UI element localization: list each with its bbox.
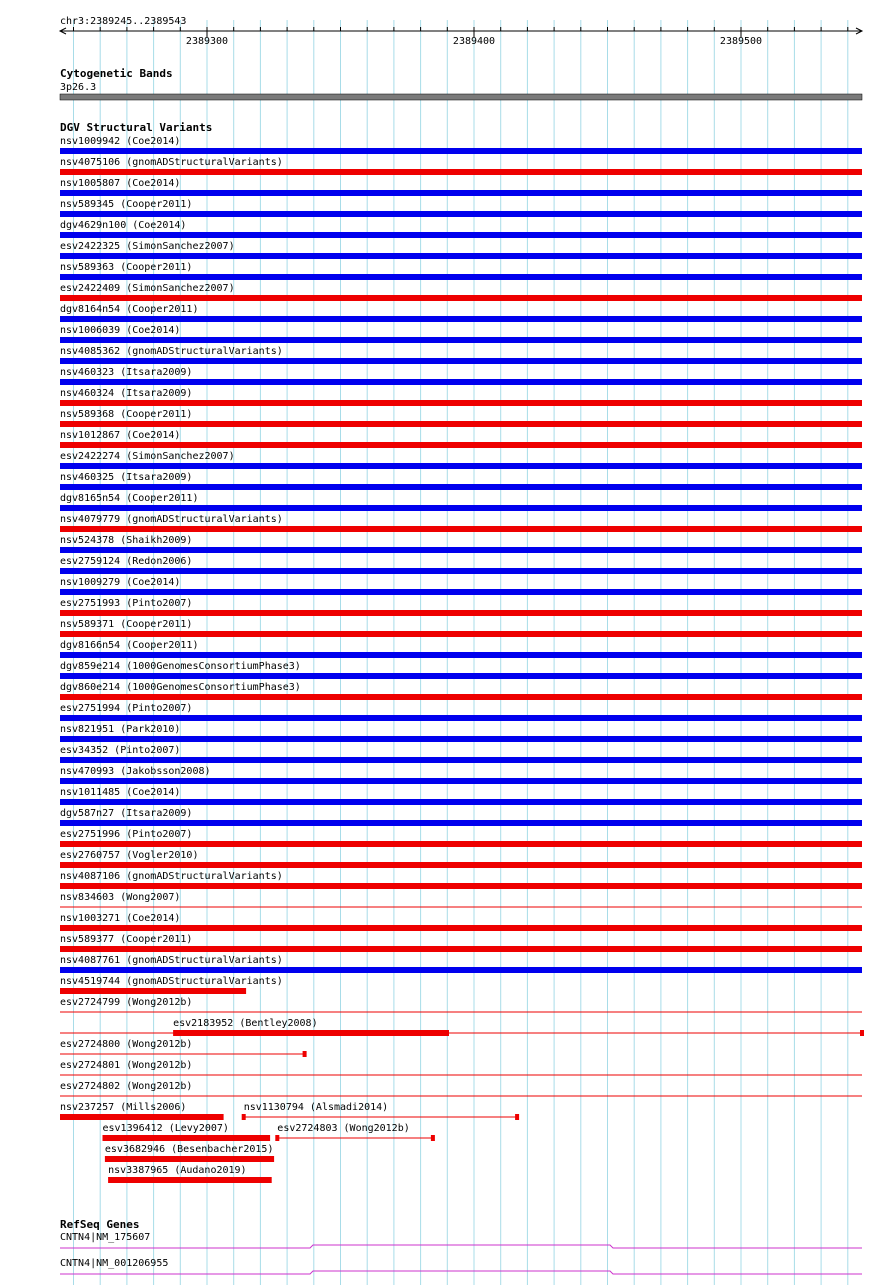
variant-label: nsv3387965 (Audano2019) bbox=[108, 1165, 247, 1176]
variant-feature[interactable] bbox=[60, 745, 862, 763]
variant-feature[interactable] bbox=[60, 430, 862, 448]
variant-feature[interactable] bbox=[60, 808, 862, 826]
variant-feature[interactable] bbox=[60, 703, 862, 721]
variant-feature[interactable] bbox=[60, 262, 862, 280]
variant-end-marker[interactable] bbox=[275, 1135, 279, 1141]
variant-bar[interactable] bbox=[60, 1114, 224, 1120]
variant-feature[interactable] bbox=[60, 388, 862, 406]
variant-label: dgv8166n54 (Cooper2011) bbox=[60, 640, 199, 651]
locus-label: chr3:2389245..2389543 bbox=[60, 16, 187, 27]
variant-feature[interactable] bbox=[108, 1165, 272, 1183]
variant-feature[interactable] bbox=[60, 661, 862, 679]
variant-bar[interactable] bbox=[60, 295, 862, 301]
cytoband-bar[interactable] bbox=[60, 94, 862, 100]
variant-bar[interactable] bbox=[60, 400, 862, 406]
variant-label: dgv859e214 (1000GenomesConsortiumPhase3) bbox=[60, 661, 301, 672]
ruler-label-3: 2389500 bbox=[719, 36, 763, 47]
variant-label: dgv587n27 (Itsara2009) bbox=[60, 808, 193, 819]
variant-bar[interactable] bbox=[60, 421, 862, 427]
variant-feature[interactable] bbox=[60, 955, 862, 973]
variant-bar[interactable] bbox=[60, 337, 862, 343]
variant-feature[interactable] bbox=[60, 325, 862, 343]
variant-feature[interactable] bbox=[60, 367, 862, 385]
variant-bar[interactable] bbox=[60, 757, 862, 763]
variant-label: nsv821951 (Park2010) bbox=[60, 724, 181, 735]
variant-label: esv2759124 (Redon2006) bbox=[60, 556, 193, 567]
variant-feature[interactable] bbox=[105, 1144, 274, 1162]
variant-label: nsv4075106 (gnomADStructuralVariants) bbox=[60, 157, 283, 168]
variant-label: esv2751994 (Pinto2007) bbox=[60, 703, 193, 714]
variant-label: dgv860e214 (1000GenomesConsortiumPhase3) bbox=[60, 682, 301, 693]
variant-label: nsv1130794 (Alsmadi2014) bbox=[243, 1102, 389, 1113]
gene-label: CNTN4|NM_001206955 bbox=[60, 1258, 169, 1269]
variant-end-marker[interactable] bbox=[242, 1114, 246, 1120]
variant-bar[interactable] bbox=[105, 1156, 274, 1162]
variant-feature[interactable] bbox=[60, 934, 862, 952]
cytoband-track-title: Cytogenetic Bands bbox=[60, 67, 173, 80]
variant-end-marker[interactable] bbox=[303, 1051, 307, 1057]
variant-feature[interactable] bbox=[60, 913, 862, 931]
variant-label: esv3682946 (Besenbacher2015) bbox=[104, 1144, 274, 1155]
variant-label: nsv589345 (Cooper2011) bbox=[60, 199, 193, 210]
variant-bar[interactable] bbox=[60, 547, 862, 553]
variant-feature[interactable] bbox=[60, 640, 862, 658]
variant-label: esv2724801 (Wong2012b) bbox=[60, 1060, 193, 1071]
variant-label: esv2422274 (SimonSanchez2007) bbox=[60, 451, 235, 462]
variant-feature[interactable] bbox=[60, 682, 862, 700]
variant-feature[interactable] bbox=[60, 787, 862, 805]
variant-bar[interactable] bbox=[60, 253, 862, 259]
variant-bar[interactable] bbox=[60, 631, 862, 637]
variant-label: nsv4079779 (gnomADStructuralVariants) bbox=[60, 514, 283, 525]
variant-bar[interactable] bbox=[60, 169, 862, 175]
variant-bar[interactable] bbox=[60, 211, 862, 217]
variant-feature[interactable] bbox=[60, 346, 862, 364]
variant-label: esv2422409 (SimonSanchez2007) bbox=[60, 283, 235, 294]
variant-label: nsv524378 (Shaikh2009) bbox=[60, 535, 193, 546]
variant-feature[interactable] bbox=[60, 304, 862, 322]
variant-bar[interactable] bbox=[60, 694, 862, 700]
variant-bar[interactable] bbox=[60, 589, 862, 595]
variant-label: esv2751996 (Pinto2007) bbox=[60, 829, 193, 840]
variant-feature[interactable] bbox=[60, 220, 862, 238]
variant-feature[interactable] bbox=[60, 871, 862, 889]
variant-label: esv2760757 (Vogler2010) bbox=[60, 850, 199, 861]
variant-bar[interactable] bbox=[60, 820, 862, 826]
variant-feature[interactable] bbox=[275, 1123, 435, 1141]
variant-feature[interactable] bbox=[60, 157, 862, 175]
variant-bar[interactable] bbox=[60, 190, 862, 196]
variant-feature[interactable] bbox=[103, 1123, 271, 1141]
variant-feature[interactable] bbox=[60, 472, 862, 490]
variant-feature[interactable] bbox=[60, 136, 862, 154]
variant-feature[interactable] bbox=[60, 409, 862, 427]
refseq-track-title: RefSeq Genes bbox=[60, 1218, 140, 1231]
variant-label: esv34352 (Pinto2007) bbox=[60, 745, 181, 756]
variant-label: esv2724802 (Wong2012b) bbox=[60, 1081, 193, 1092]
variant-feature[interactable] bbox=[60, 514, 862, 532]
variant-bar[interactable] bbox=[60, 988, 246, 994]
variant-bar[interactable] bbox=[60, 274, 862, 280]
variant-label: nsv1009942 (Coe2014) bbox=[60, 136, 181, 147]
variant-label: nsv589377 (Cooper2011) bbox=[60, 934, 193, 945]
variant-label: dgv8165n54 (Cooper2011) bbox=[60, 493, 199, 504]
variant-feature[interactable] bbox=[60, 598, 862, 616]
variant-label: nsv1009279 (Coe2014) bbox=[60, 577, 181, 588]
variant-label: nsv1003271 (Coe2014) bbox=[60, 913, 181, 924]
variant-bar[interactable] bbox=[60, 568, 862, 574]
variant-bar[interactable] bbox=[60, 652, 862, 658]
variant-feature[interactable] bbox=[60, 199, 862, 217]
ruler-label-2: 2389400 bbox=[452, 36, 496, 47]
variant-label: nsv589363 (Cooper2011) bbox=[60, 262, 193, 273]
variant-feature[interactable] bbox=[60, 829, 862, 847]
variant-bar[interactable] bbox=[60, 148, 862, 154]
variant-feature[interactable] bbox=[60, 976, 283, 994]
variant-bar[interactable] bbox=[60, 925, 862, 931]
variant-label: nsv4087761 (gnomADStructuralVariants) bbox=[60, 955, 283, 966]
variant-label: esv2724800 (Wong2012b) bbox=[60, 1039, 193, 1050]
variant-label: nsv4087106 (gnomADStructuralVariants) bbox=[60, 871, 283, 882]
variant-label: esv2724803 (Wong2012b) bbox=[277, 1123, 410, 1134]
variant-label: esv2724799 (Wong2012b) bbox=[60, 997, 193, 1008]
variant-bar[interactable] bbox=[60, 358, 862, 364]
variant-feature[interactable] bbox=[60, 766, 862, 784]
variant-feature[interactable] bbox=[60, 1039, 307, 1057]
variant-feature[interactable] bbox=[60, 535, 862, 553]
variant-feature[interactable] bbox=[60, 493, 862, 511]
variant-label: nsv834603 (Wong2007) bbox=[60, 892, 181, 903]
variant-bar[interactable] bbox=[60, 442, 862, 448]
variant-label: nsv4085362 (gnomADStructuralVariants) bbox=[60, 346, 283, 357]
variant-feature[interactable] bbox=[60, 1018, 864, 1036]
variant-feature[interactable] bbox=[60, 241, 862, 259]
ruler-label-1: 2389300 bbox=[185, 36, 229, 47]
variant-bar[interactable] bbox=[60, 946, 862, 952]
variant-label: nsv1006039 (Coe2014) bbox=[60, 325, 181, 336]
variant-bar[interactable] bbox=[60, 232, 862, 238]
variant-bar[interactable] bbox=[60, 526, 862, 532]
variant-label: dgv8164n54 (Cooper2011) bbox=[60, 304, 199, 315]
variant-bar[interactable] bbox=[60, 484, 862, 490]
variant-label: esv2183952 (Bentley2008) bbox=[173, 1018, 318, 1029]
variant-bar[interactable] bbox=[60, 316, 862, 322]
variant-bar[interactable] bbox=[103, 1135, 271, 1141]
variant-feature[interactable] bbox=[242, 1102, 519, 1120]
variant-bar[interactable] bbox=[60, 883, 862, 889]
variant-label: nsv1012867 (Coe2014) bbox=[60, 430, 181, 441]
variant-feature[interactable] bbox=[60, 619, 862, 637]
variant-bar[interactable] bbox=[60, 841, 862, 847]
variant-label: nsv237257 (Mills2006) bbox=[60, 1102, 187, 1113]
variant-bar[interactable] bbox=[60, 463, 862, 469]
variant-bar[interactable] bbox=[60, 715, 862, 721]
variant-feature[interactable] bbox=[60, 850, 862, 868]
variant-feature[interactable] bbox=[60, 556, 862, 574]
variant-feature[interactable] bbox=[60, 178, 862, 196]
gene-label: CNTN4|NM_175607 bbox=[60, 1232, 151, 1243]
variant-end-marker[interactable] bbox=[860, 1030, 864, 1036]
variant-label: nsv589371 (Cooper2011) bbox=[60, 619, 193, 630]
variant-label: nsv4519744 (gnomADStructuralVariants) bbox=[60, 976, 283, 987]
variant-end-marker[interactable] bbox=[515, 1114, 519, 1120]
variant-label: nsv460324 (Itsara2009) bbox=[60, 388, 193, 399]
variant-label: dgv4629n100 (Coe2014) bbox=[60, 220, 187, 231]
variant-label: esv2751993 (Pinto2007) bbox=[60, 598, 193, 609]
variant-label: nsv1011485 (Coe2014) bbox=[60, 787, 181, 798]
variant-bar[interactable] bbox=[60, 736, 862, 742]
variant-bar[interactable] bbox=[60, 673, 862, 679]
variant-label: nsv460325 (Itsara2009) bbox=[60, 472, 193, 483]
variant-label: nsv460323 (Itsara2009) bbox=[60, 367, 193, 378]
variant-feature[interactable] bbox=[60, 1102, 224, 1120]
variant-feature[interactable] bbox=[60, 724, 862, 742]
variant-bar[interactable] bbox=[108, 1177, 272, 1183]
cytoband-label: 3p26.3 bbox=[60, 82, 97, 93]
variant-feature[interactable] bbox=[60, 451, 862, 469]
variant-bar[interactable] bbox=[173, 1030, 449, 1036]
variant-bar[interactable] bbox=[60, 799, 862, 805]
variant-label: nsv470993 (Jakobsson2008) bbox=[60, 766, 211, 777]
dgv-track-title: DGV Structural Variants bbox=[60, 121, 213, 134]
variant-bar[interactable] bbox=[60, 610, 862, 616]
variant-label: nsv589368 (Cooper2011) bbox=[60, 409, 193, 420]
variant-bar[interactable] bbox=[60, 967, 862, 973]
variant-end-marker[interactable] bbox=[431, 1135, 435, 1141]
variant-label: nsv1005807 (Coe2014) bbox=[60, 178, 181, 189]
variant-feature[interactable] bbox=[60, 283, 862, 301]
variant-bar[interactable] bbox=[60, 379, 862, 385]
variant-label: esv1396412 (Levy2007) bbox=[102, 1123, 229, 1134]
variant-label: esv2422325 (SimonSanchez2007) bbox=[60, 241, 235, 252]
variant-bar[interactable] bbox=[60, 778, 862, 784]
variant-feature[interactable] bbox=[60, 577, 862, 595]
variant-bar[interactable] bbox=[60, 862, 862, 868]
variant-bar[interactable] bbox=[60, 505, 862, 511]
